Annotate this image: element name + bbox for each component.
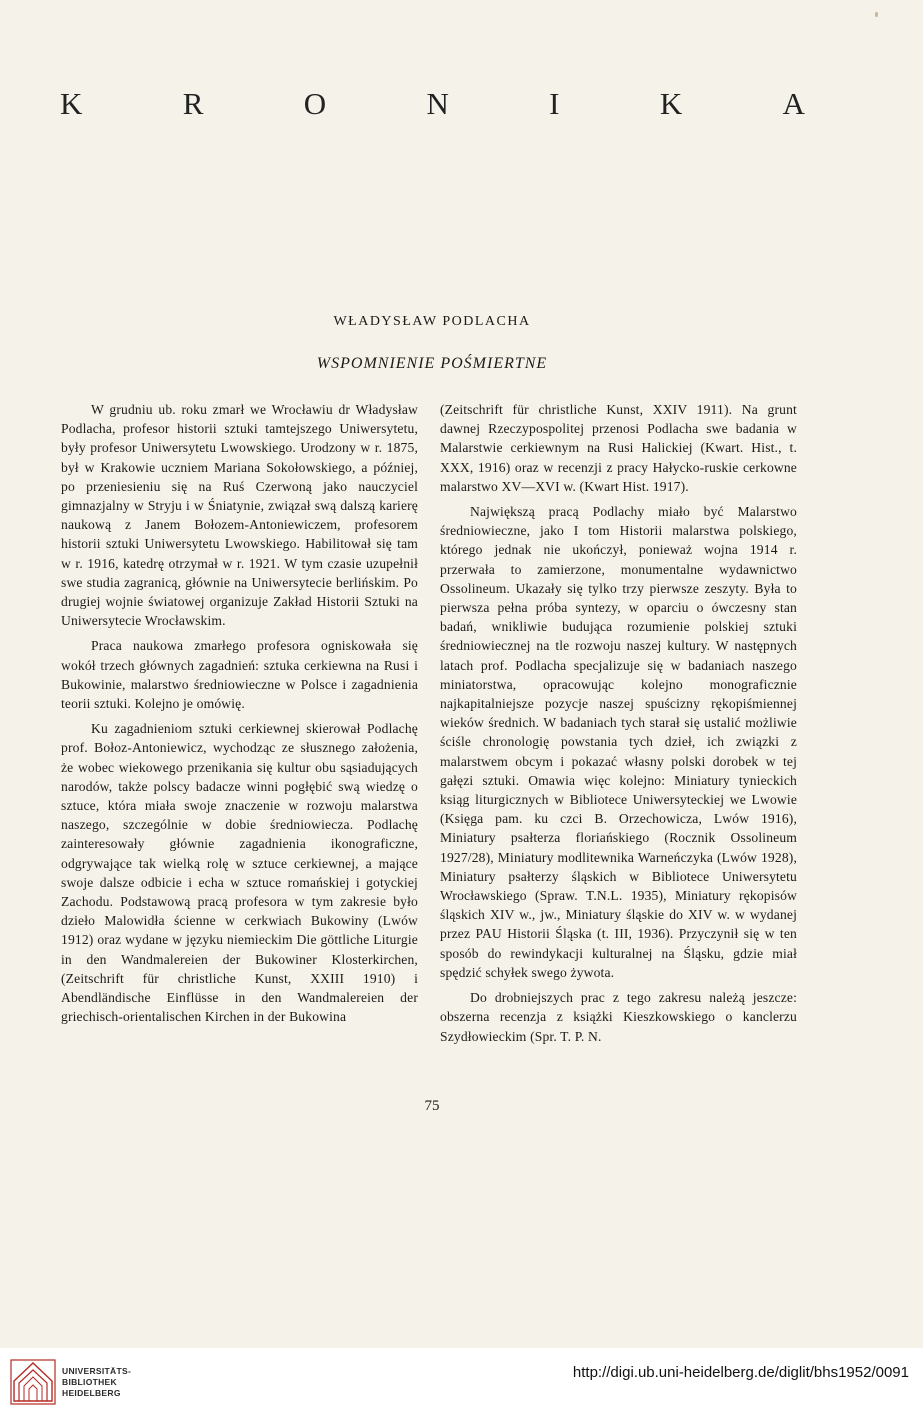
library-name: UNIVERSITÄTS- BIBLIOTHEK HEIDELBERG: [62, 1366, 132, 1398]
left-column: [61, 400, 418, 1033]
article-subtitle: WSPOMNIENIE POŚMIERTNE: [316, 355, 548, 372]
header-letter: N: [426, 86, 449, 121]
paragraph: Ku zagadnieniom sztuki cerkiewnej skierował Podlachę prof. Bołoz-Antoniewicz, wychodząc ze słusznego założenia, że wobec wiekowego przenikania się kultur obu sąsiadujących narodów, także polscy badacze winni pogłębić swą wiedzę o sztuce, która miała swoje znaczenie w rozwoju malarstwa naszego, szczególnie w dobie średniowiecza. Podlachę zainteresowały głównie zagadnienia ikonograficzne, odgrywające tak wielką rolę w sztuce cerkiewnej, a mające swoje dalsze odbicie i echa w sztuce romańskiej i gotyckiej Zachodu. Podstawową pracą profesora w tym zakresie było dzieło Malowidła ścienne w cerkwiach Bukowiny (Lwów 1912) oraz wydane w języku niemieckim Die göttliche Liturgie in den Wandmalereien der Bukowiner Klosterkirchen, (Zeitschrift für christliche Kunst, XXIII 1910) i Abendländische Einflüsse in den Wandmalereien der griechisch-orientalischen Kirchen in der Bukowina: [61, 721, 418, 1025]
header-letter: A: [782, 86, 805, 121]
header-letter: K: [659, 86, 683, 121]
paragraph: Praca naukowa zmarłego profesora ogniskowała się wokół trzech głównych zagadnień: sztuka cerkiewna na Rusi i Bukowinie, malarstwo średniowieczne w Polsce i zagadnienia teorii sztuki. Kolejno je omówię.: [61, 638, 418, 712]
paragraph: Największą pracą Podlachy miało być Malarstwo średniowieczne, jako I tom Historii malarstwa polskiego, którego jednak nie ukończył, ponieważ wojna 1914 r. przerwała to zamierzone, monumentalne wydawnictwo Ossolineum. Ukazały się tylko trzy pierwsze zeszyty. Była to pierwsza pełna próba syntezy, w oparciu o ówczesny stan badań, wnikliwie budująca rozumienie polskiej sztuki średniowiecznej na tle rozwoju naszej kultury. W następnych latach prof. Podlacha specjalizuje się w badaniach naszego miniatorstwa, opracowując kolejno monograficznie najkapitalniejsze pozycje naszej spuścizny rękopiśmiennej wieków średnich. W badaniach tych starał się ustalić możliwie ściśle chronologię powstania tych dzieł, ich związki z malarstwem obcym i pokazać własny polski dorobek w tej gałęzi sztuki. Omawia więc kolejno: Miniatury tynieckich ksiąg liturgicznych w Bibliotece Uniwersyteckiej we Lwowie (Księga pam. ku czci B. Orzechowicza, Lwów 1916), Miniatury psałterza floriańskiego (Rocznik Ossolineum 1927/28), Miniatury modlitewnika Warneńczyka (Lwów 1928), Miniatury psałterzy śląskich w Bibliotece Uniwersytetu Wrocławskiego (Spraw. T.N.L. 1935), Miniatury rękopisów śląskich XIV w., jw., Miniatury śląskie do XIV w. w wydanej przez PAU Historii Śląska (t. III, 1936). Przyczynił się w ten sposób do rewindykacji kulturalnej na Śląsku, gdzie miał spędzić schyłek swego żywota.: [440, 504, 797, 980]
paragraph: (Zeitschrift für christliche Kunst, XXIV 1911). Na grunt dawnej Rzeczypospolitej przenosi Podlacha swe badania w Malarstwie cerkiewnym na Rusi Halickiej (Kwart. Hist., t. XXX, 1916) oraz w recenzji z pracy Hałycko-ruskie cerkowne malarstwo XV—XVI w. (Kwart Hist. 1917).: [440, 402, 797, 494]
scan-mark: [875, 12, 878, 17]
article-author: WŁADYSŁAW PODLACHA: [333, 314, 531, 329]
section-header-kronika: [60, 86, 805, 122]
source-url-link[interactable]: http://digi.ub.uni-heidelberg.de/diglit/bhs1952/0091: [572, 1364, 909, 1381]
header-letter: I: [549, 86, 560, 121]
right-column: [440, 400, 797, 1052]
university-library-logo-icon: [10, 1359, 56, 1405]
paragraph: W grudniu ub. roku zmarł we Wrocławiu dr Władysław Podlacha, profesor historii sztuki tamtejszego Uniwersytetu, były profesor Uniwersytetu Lwowskiego. Urodzony w r. 1875, był w Krakowie uczniem Mariana Sokołowskiego, a później, po przeniesieniu się na Ruś Czerwoną jako nauczyciel gimnazjalny w Stryju i w Śniatynie, związał swą dalszą karierę naukową z Janem Bołozem-Antoniewiczem, profesorem historii sztuki Uniwersytetu Lwowskiego. Habilitował się tam w r. 1916, katedrę otrzymał w r. 1921. W tym czasie uzupełnił swe studia zagranicą, głównie na Uniwersytecie berlińskim. Po drugiej wojnie światowej organizuje Zakład Historii Sztuki na Uniwersytecie Wrocławskim.: [61, 402, 418, 629]
header-letter: O: [303, 86, 327, 121]
footer-bar: [0, 1348, 923, 1420]
paragraph: Do drobniejszych prac z tego zakresu należą jeszcze: obszerna recenzja z książki Kieszkowskiego o kanclerzu Szydłowieckim (Spr. T. P. N.: [440, 990, 797, 1044]
header-letter: K: [60, 86, 83, 121]
page-number: 75: [424, 1098, 440, 1114]
header-letter: R: [182, 86, 204, 121]
